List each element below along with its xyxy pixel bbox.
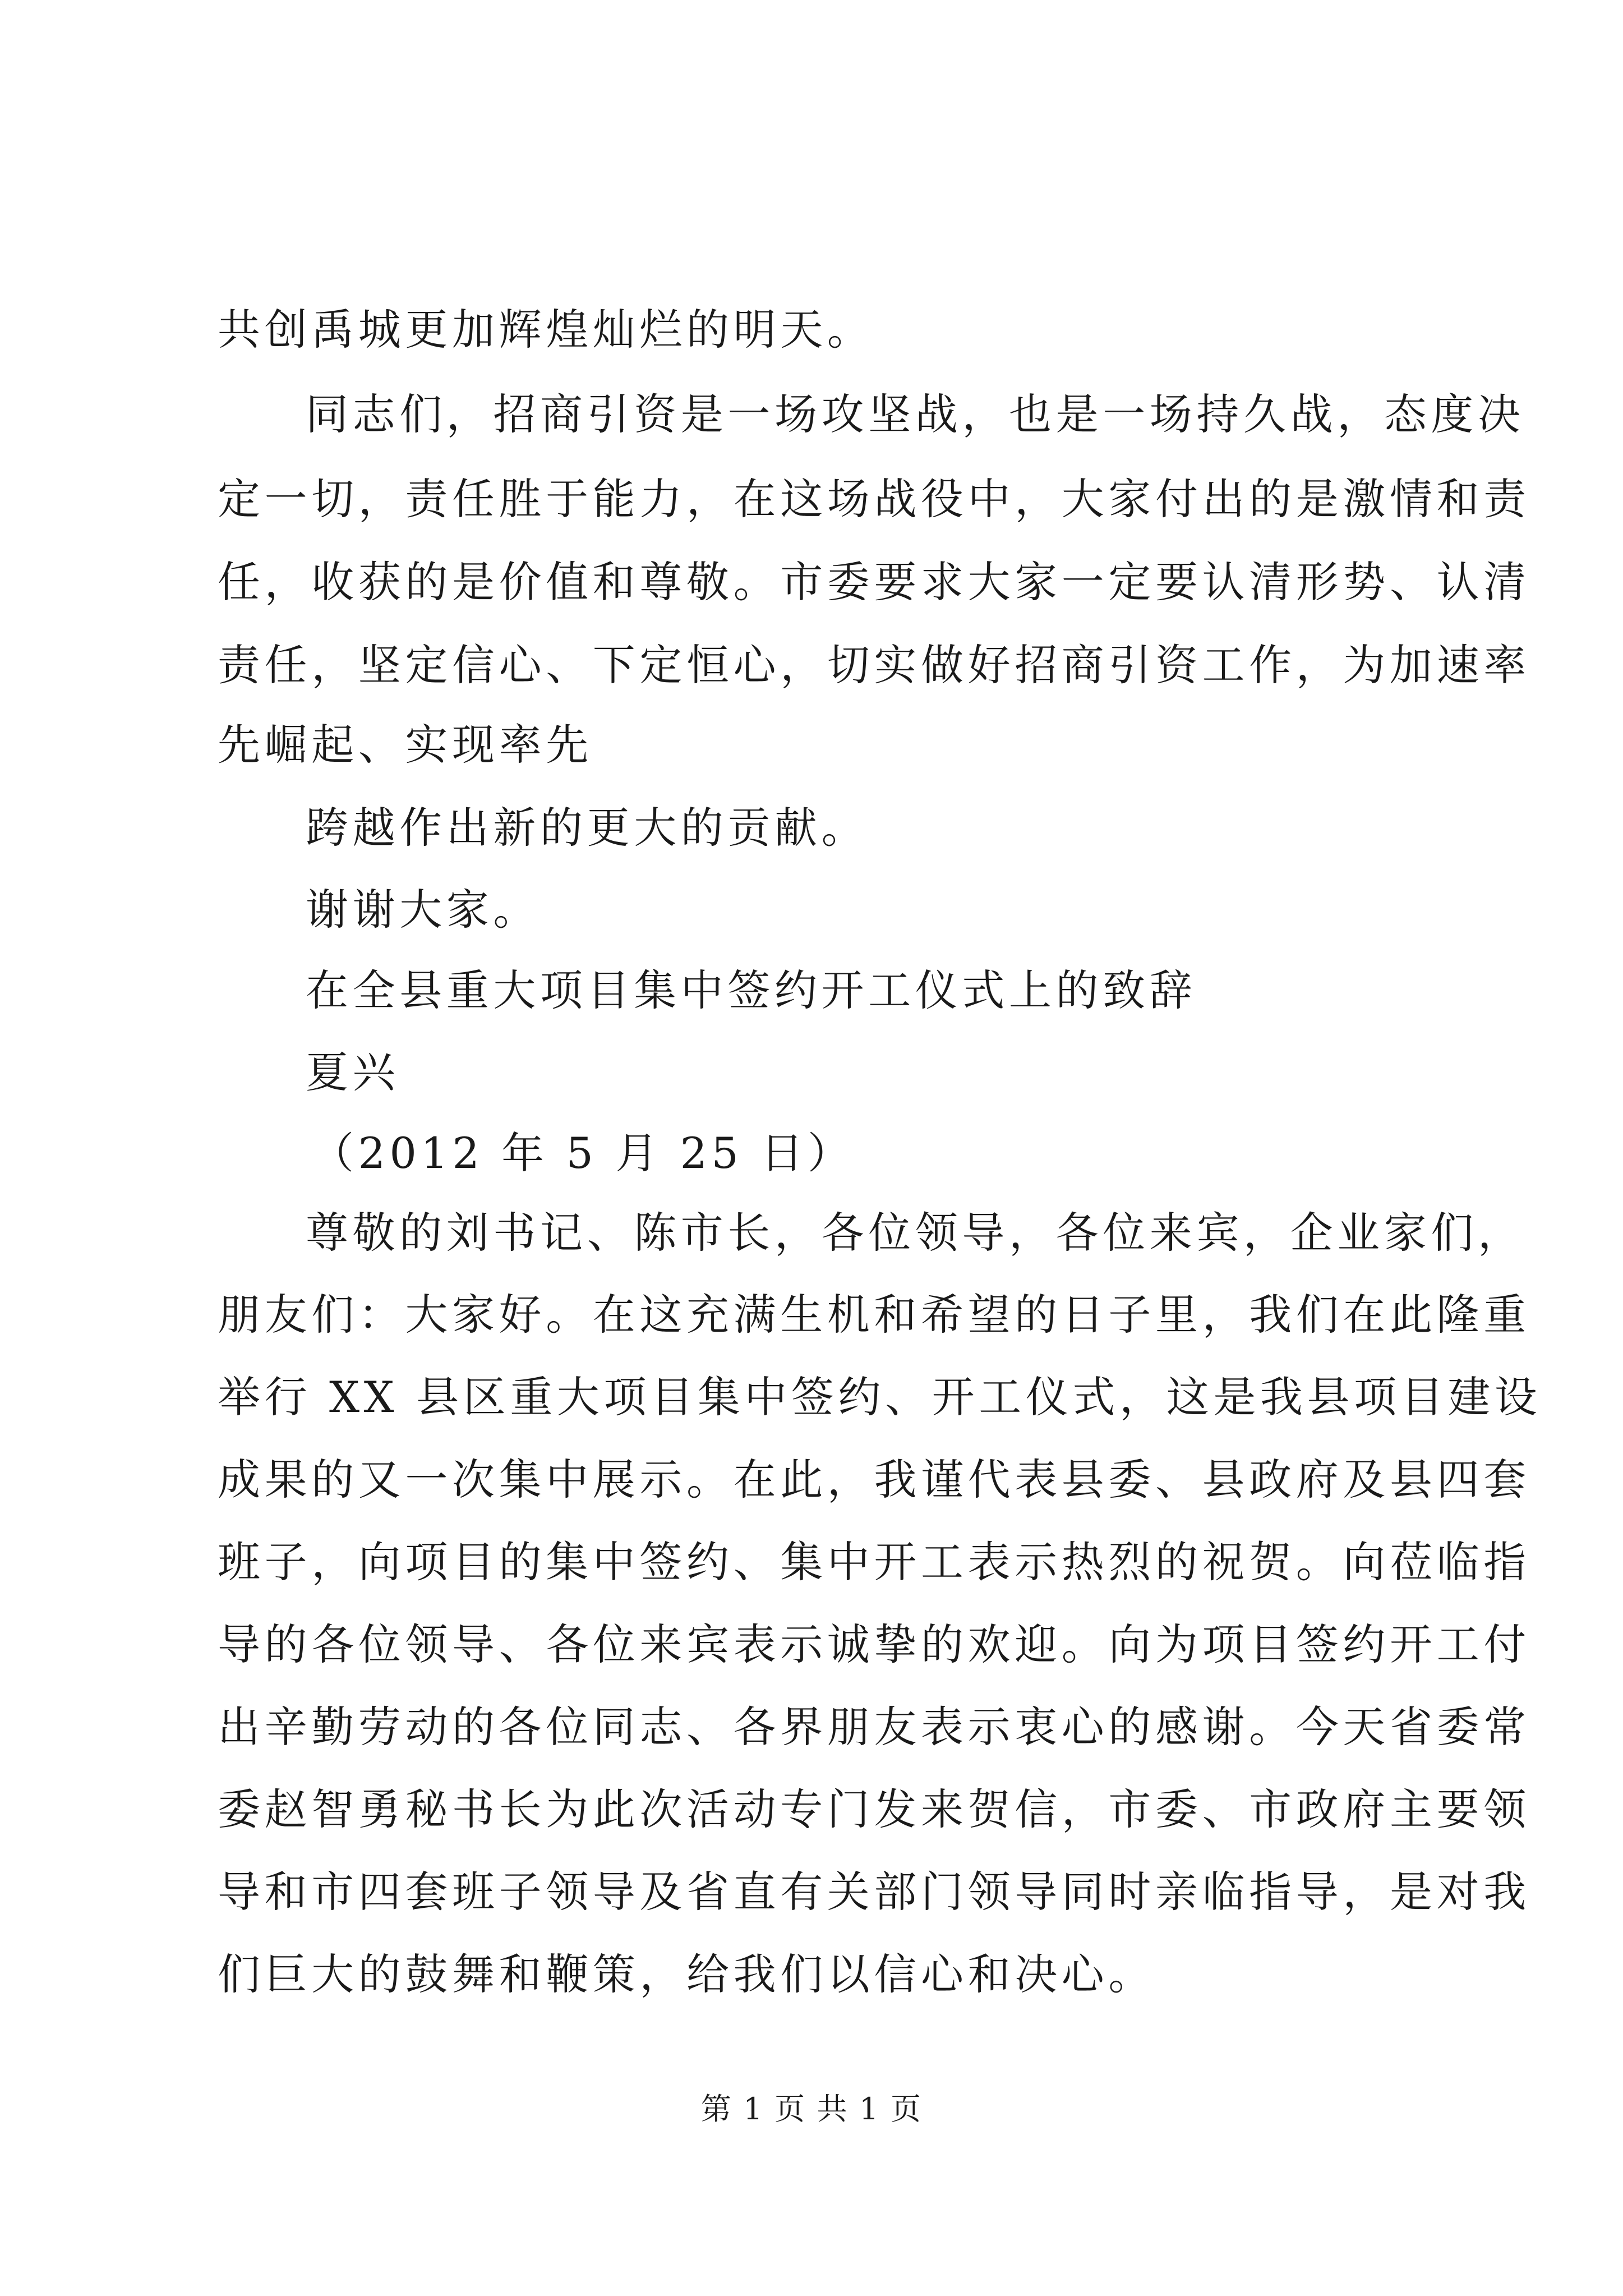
- text-line: 班子，向项目的集中签约、集中开工表示热烈的祝贺。向莅临指: [218, 1537, 1530, 1587]
- text-line: 举行 XX 县区重大项目集中签约、开工仪式，这是我县项目建设: [218, 1372, 1542, 1422]
- text-line: 谢谢大家。: [306, 885, 540, 935]
- text-line: 尊敬的刘书记、陈市长，各位领导，各位来宾，企业家们，: [306, 1208, 1525, 1258]
- text-line: 出辛勤劳动的各位同志、各界朋友表示衷心的感谢。今天省委常: [218, 1702, 1530, 1752]
- text-line: （2012 年 5 月 25 日）: [311, 1128, 855, 1178]
- text-line: 共创禹城更加辉煌灿烂的明天。: [218, 305, 874, 355]
- text-line: 夏兴: [306, 1047, 400, 1097]
- text-line: 成果的又一次集中展示。在此，我谨代表县委、县政府及县四套: [218, 1455, 1530, 1504]
- text-line: 先崛起、实现率先: [218, 720, 593, 770]
- text-line: 导和市四套班子领导及省直有关部门领导同时亲临指导，是对我: [218, 1867, 1530, 1917]
- text-line: 定一切，责任胜于能力，在这场战役中，大家付出的是激情和责: [218, 474, 1530, 524]
- text-line: 们巨大的鼓舞和鞭策，给我们以信心和决心。: [218, 1949, 1155, 1999]
- text-line: 同志们，招商引资是一场攻坚战，也是一场持久战，态度决: [306, 389, 1525, 439]
- page-footer: 第 1 页 共 1 页: [700, 2091, 923, 2127]
- text-line: 导的各位领导、各位来宾表示诚挚的欢迎。向为项目签约开工付: [218, 1619, 1530, 1669]
- text-line: 朋友们：大家好。在这充满生机和希望的日子里，我们在此隆重: [218, 1290, 1530, 1340]
- text-line: 在全县重大项目集中签约开工仪式上的致辞: [306, 965, 1197, 1015]
- text-line: 跨越作出新的更大的贡献。: [306, 803, 869, 853]
- text-line: 责任，坚定信心、下定恒心，切实做好招商引资工作，为加速率: [218, 640, 1530, 690]
- text-line: 任，收获的是价值和尊敬。市委要求大家一定要认清形势、认清: [218, 557, 1530, 607]
- text-line: 委赵智勇秘书长为此次活动专门发来贺信，市委、市政府主要领: [218, 1784, 1530, 1834]
